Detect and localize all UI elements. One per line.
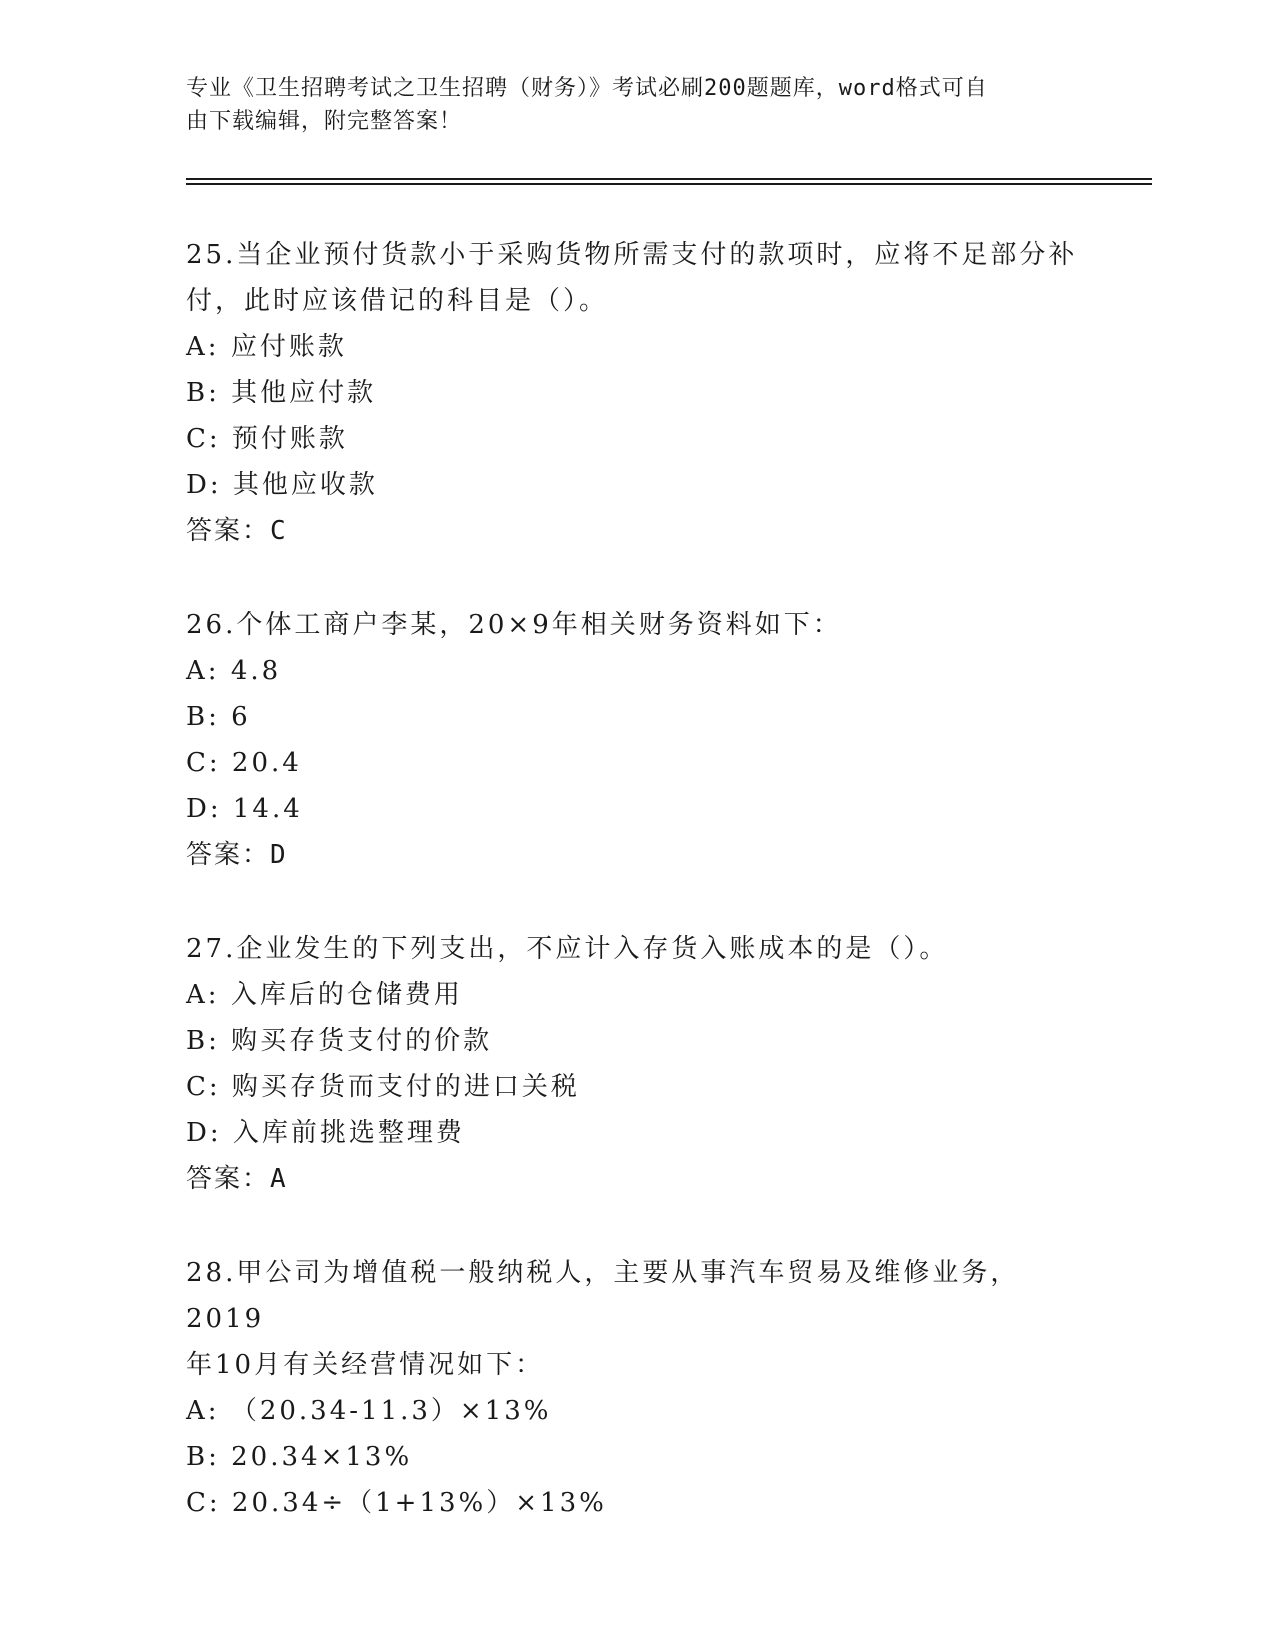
question-25	[186, 232, 1086, 554]
option-d: D: 其他应收款	[186, 470, 378, 500]
option-a: A: 应付账款	[186, 332, 347, 362]
question-text: 26.个体工商户李某，20×9年相关财务资料如下：	[186, 610, 842, 640]
header-line-2: 由下载编辑，附完整答案！	[186, 109, 463, 134]
option-a: A: 入库后的仓储费用	[186, 980, 463, 1010]
option-c: C: 购买存货而支付的进口关税	[186, 1072, 580, 1102]
option-a: A: （20.34-11.3）×13%	[186, 1396, 552, 1426]
option-a: A: 4.8	[186, 656, 282, 686]
option-c: C: 20.4	[186, 748, 302, 778]
option-b: B: 购买存货支付的价款	[186, 1026, 493, 1056]
option-b: B: 其他应付款	[186, 378, 377, 408]
header-divider-bottom	[186, 183, 1152, 185]
option-b: B: 6	[186, 702, 251, 732]
header-divider-top	[186, 178, 1152, 180]
option-b: B: 20.34×13%	[186, 1442, 413, 1472]
question-text: 28.甲公司为增值税一般纳税人，主要从事汽车贸易及维修业务，2019 年10月有关经营情况如下：	[186, 1258, 1020, 1380]
document-header	[186, 72, 1086, 138]
answer: 答案：A	[186, 1164, 288, 1194]
option-c: C: 20.34÷（1+13%）×13%	[186, 1488, 607, 1518]
header-line-1: 专业《卫生招聘考试之卫生招聘（财务）》考试必刷200题题库，word格式可自	[186, 76, 988, 101]
question-text: 27.企业发生的下列支出，不应计入存货入账成本的是（）。	[186, 934, 949, 964]
option-c: C: 预付账款	[186, 424, 348, 454]
option-d: D: 入库前挑选整理费	[186, 1118, 465, 1148]
answer: 答案：D	[186, 840, 288, 870]
question-text: 25.当企业预付货款小于采购货物所需支付的款项时，应将不足部分补 付，此时应该借记的科目是（）。	[186, 240, 1078, 316]
answer: 答案：C	[186, 516, 288, 546]
question-list	[186, 232, 1086, 1574]
question-26	[186, 602, 1086, 878]
question-27	[186, 926, 1086, 1202]
question-28	[186, 1250, 1086, 1526]
option-d: D: 14.4	[186, 794, 303, 824]
